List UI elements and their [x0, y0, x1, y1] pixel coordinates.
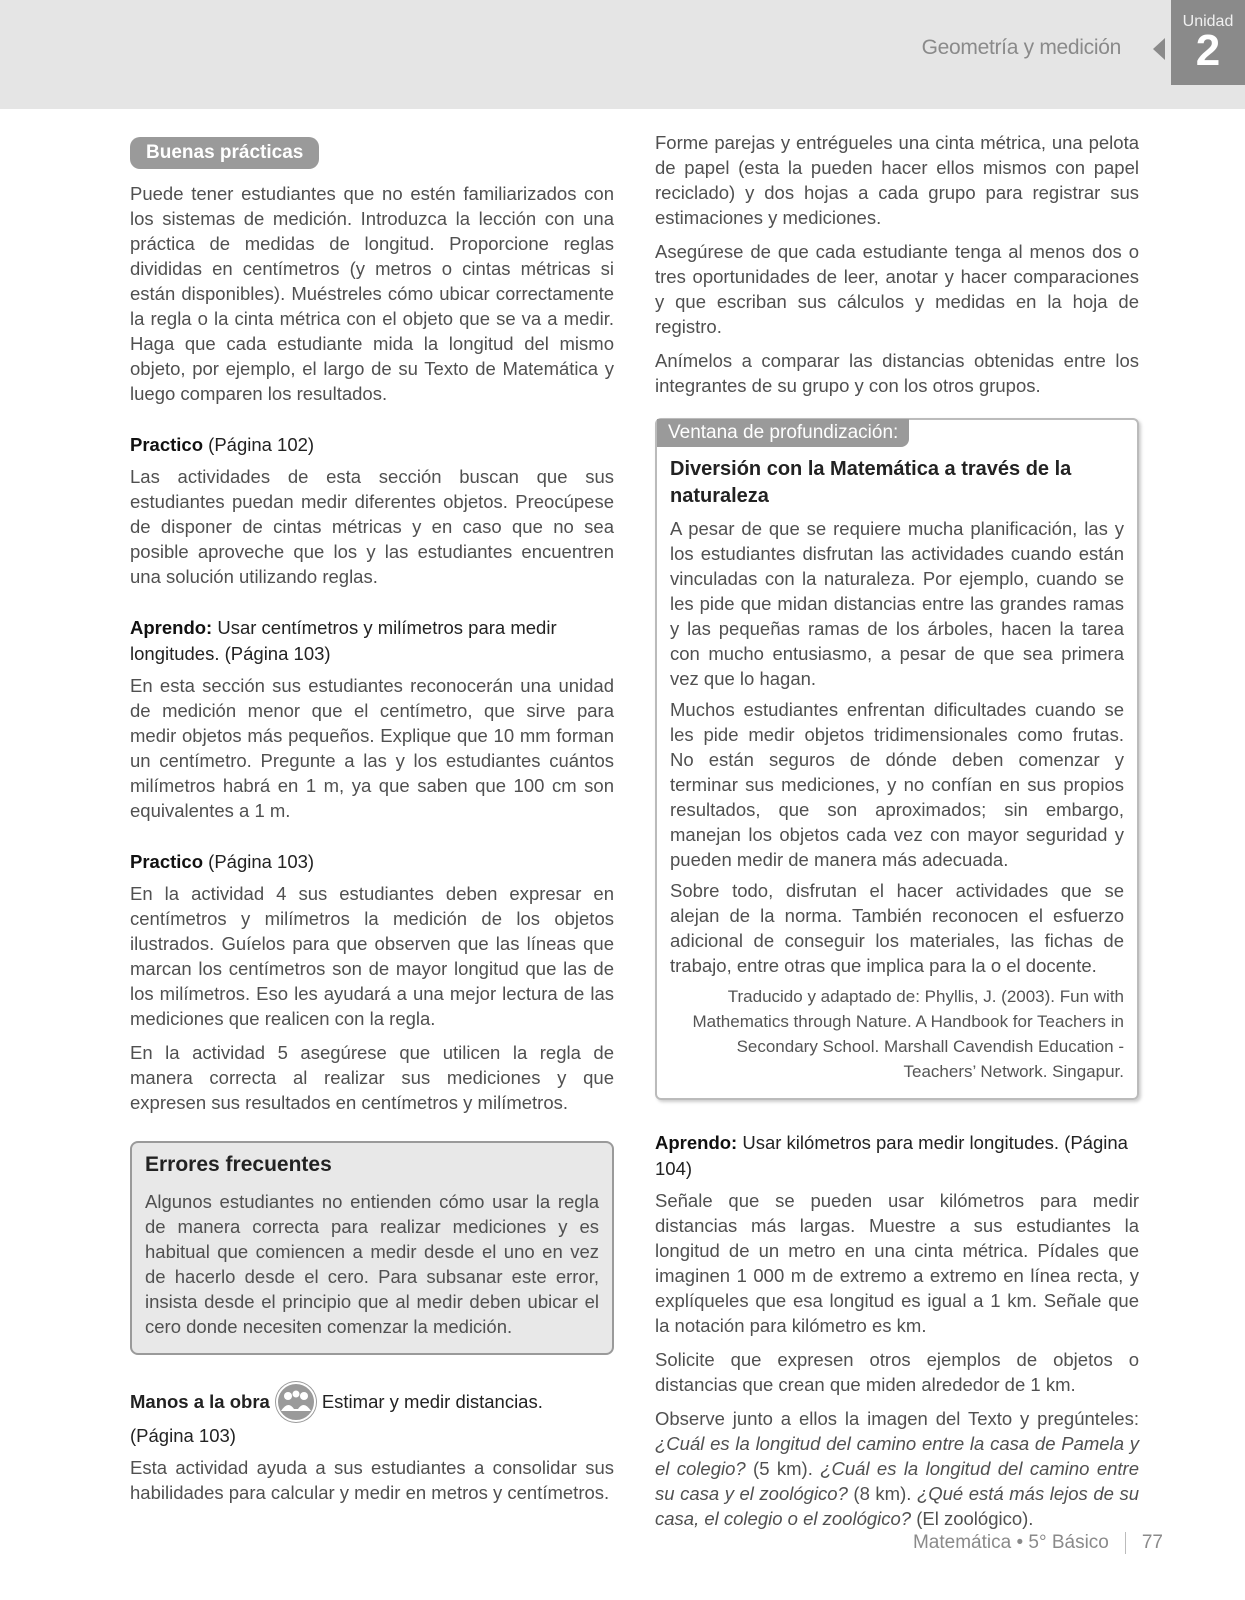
manos-a-la-obra-heading: [130, 1381, 614, 1449]
unit-number: 2: [1195, 26, 1221, 75]
ventana-citation: Traducido y adaptado de: Phyllis, J. (2003). Fun with Mathematics through Nature. A Handbook for Teachers in Secondary School. Marshall Cavendish Education - Teachers’ Network. Singapur.: [692, 987, 1124, 1081]
aprendo-cm-mm-heading: Aprendo: Usar centímetros y milímetros para medir longitudes. (Página 103): [130, 617, 557, 664]
section-title: Geometría y medición: [921, 36, 1121, 59]
right-paragraph-2: Asegúrese de que cada estudiante tenga al menos dos o tres oportunidades de leer, anotar y hacer comparaciones y que escriban sus cálculos y medidas en la hoja de registro.: [655, 241, 1139, 337]
practico-102-heading: Practico (Página 102): [130, 434, 315, 455]
right-column: [655, 130, 1139, 1540]
right-paragraph-3: Anímelos a comparar las distancias obtenidas entre los integrantes de su grupo y con los otros grupos.: [655, 350, 1139, 396]
manos-a-la-obra-topic: Estimar y medir distancias.: [321, 1391, 543, 1412]
page-number: 77: [1141, 1532, 1163, 1554]
footer-divider: [1125, 1532, 1126, 1554]
errores-frecuentes-text: Algunos estudiantes no entienden cómo usar la regla de manera correcta para realizar mediciones y es habitual que comiencen a medir desde el uno en vez de hacerlo desde el cero. Para subsanar este error, insista desde el principio que al medir deben ubicar el cero donde necesiten comenzar la medición.: [145, 1191, 599, 1337]
practico-102-text: Las actividades de esta sección buscan que sus estudiantes puedan medir diferentes objetos. Preocúpese de disponer de cintas métricas y en caso que no sea posible aproveche que los y las estudiantes encuentren una solución utilizando reglas.: [130, 466, 614, 587]
aprendo-km-paragraph-1: Señale que se pueden usar kilómetros para medir distancias más largas. Muestre a sus estudiantes la longitud de un metro en una cinta métrica. Pídales que imaginen 1 000 m de extremo a extremo en línea recta, y explíqueles que esa longitud es igual a 1 km. Señale que la notación para kilómetro es km.: [655, 1190, 1139, 1336]
manos-a-la-obra-page: (Página 103): [130, 1425, 236, 1446]
manos-a-la-obra-text: Esta actividad ayuda a sus estudiantes a consolidar sus habilidades para calcular y medir en metros y centímetros.: [130, 1457, 614, 1503]
ventana-title: Diversión con la Matemática a través de la naturaleza: [670, 458, 1072, 507]
practico-103-text-2: En la actividad 5 asegúrese que utilicen la regla de manera correcta al realizar sus mediciones y que expresen sus resultados en centímetros y milímetros.: [130, 1042, 614, 1113]
unit-arrow-icon: [1153, 38, 1165, 60]
buenas-practicas-text: Puede tener estudiantes que no estén familiarizados con los sistemas de medición. Introduzca la lección con una práctica de medidas de longitud. Proporcione reglas divididas en centímetros (y metros o cintas métricas si están disponibles). Muéstreles cómo ubicar correctamente la regla o la cinta métrica con el objeto que se va a medir. Haga que cada estudiante mida la longitud del mismo objeto, por ejemplo, el largo de su Texto de Matemática y luego comparen los resultados.: [130, 183, 614, 404]
aprendo-km-heading: Aprendo: Usar kilómetros para medir longitudes. (Página 104): [655, 1132, 1128, 1179]
page-footer: [913, 1532, 1163, 1554]
practico-103-heading: Practico (Página 103): [130, 851, 315, 872]
right-paragraph-1: Forme parejas y entrégueles una cinta métrica, una pelota de papel (esta la pueden hacer ellos mismos con papel reciclado) y dos hojas a cada grupo para registrar sus estimaciones y mediciones.: [655, 132, 1139, 228]
aprendo-cm-mm-text: En esta sección sus estudiantes reconocerán una unidad de medición menor que el centímetro, que sirve para medir objetos más pequeños. Explique que 10 mm forman un centímetro. Pregunte a las y los estudiantes cuántos milímetros habrá en 1 m, ya que saben que 100 cm son equivalentes a 1 m.: [130, 675, 614, 821]
ventana-profundizacion-box: [655, 418, 1139, 1100]
left-column: [130, 130, 614, 1514]
ventana-profundizacion-tag: Ventana de profundización:: [657, 419, 909, 447]
buenas-practicas-tag: Buenas prácticas: [130, 137, 319, 169]
group-people-icon: [275, 1381, 317, 1423]
aprendo-km-paragraph-2: Solicite que expresen otros ejemplos de objetos o distancias que crean que miden alrededor de 1 km.: [655, 1349, 1139, 1395]
unit-badge: [1171, 0, 1245, 85]
manos-a-la-obra-label: Manos a la obra: [130, 1391, 270, 1412]
errores-frecuentes-box: [130, 1141, 614, 1355]
unit-label: Unidad: [1182, 13, 1234, 30]
ventana-paragraph-1: A pesar de que se requiere mucha planificación, las y los estudiantes disfrutan las actividades cuando están vinculadas con la naturaleza. Por ejemplo, cuando se les pide que midan distancias entre las grandes ramas y las pequeñas ramas de los árboles, hacen la tarea con mucho entusiasmo, a pesar de que sea primera vez que lo hagan.: [670, 518, 1124, 689]
ventana-paragraph-3: Sobre todo, disfrutan el hacer actividades que se alejan de la norma. También reconocen el esfuerzo adicional de conseguir los materiales, las fichas de trabajo, entre otras que implica para la o el docente.: [670, 880, 1124, 976]
practico-103-text-1: En la actividad 4 sus estudiantes deben expresar en centímetros y milímetros la medición de los objetos ilustrados. Guíelos para que observen que las líneas que marcan los centímetros son de mayor longitud que las de los milímetros. Eso les ayudará a una mejor lectura de las mediciones que realicen con la regla.: [130, 883, 614, 1029]
footer-book: Matemática • 5° Básico: [912, 1532, 1109, 1554]
errores-frecuentes-title: Errores frecuentes: [145, 1153, 332, 1176]
ventana-paragraph-2: Muchos estudiantes enfrentan dificultades cuando se les pide medir objetos tridimensionales como frutas. No están seguros de dónde deben comenzar y terminar sus mediciones, y no confían en sus propios resultados, que son aproximados; sin embargo, manejan los objetos cada vez con mayor seguridad y pueden medir de manera más adecuada.: [670, 699, 1124, 870]
aprendo-km-paragraph-3: Observe junto a ellos la imagen del Texto y pregúnteles: ¿Cuál es la longitud del camino entre la casa de Pamela y el colegio? (5 km). ¿Cuál es la longitud del camino entre su casa y el zoológico? (8 km). ¿Qué está más lejos de su casa, el colegio o el zoológico? (El zoológico).: [655, 1408, 1139, 1529]
